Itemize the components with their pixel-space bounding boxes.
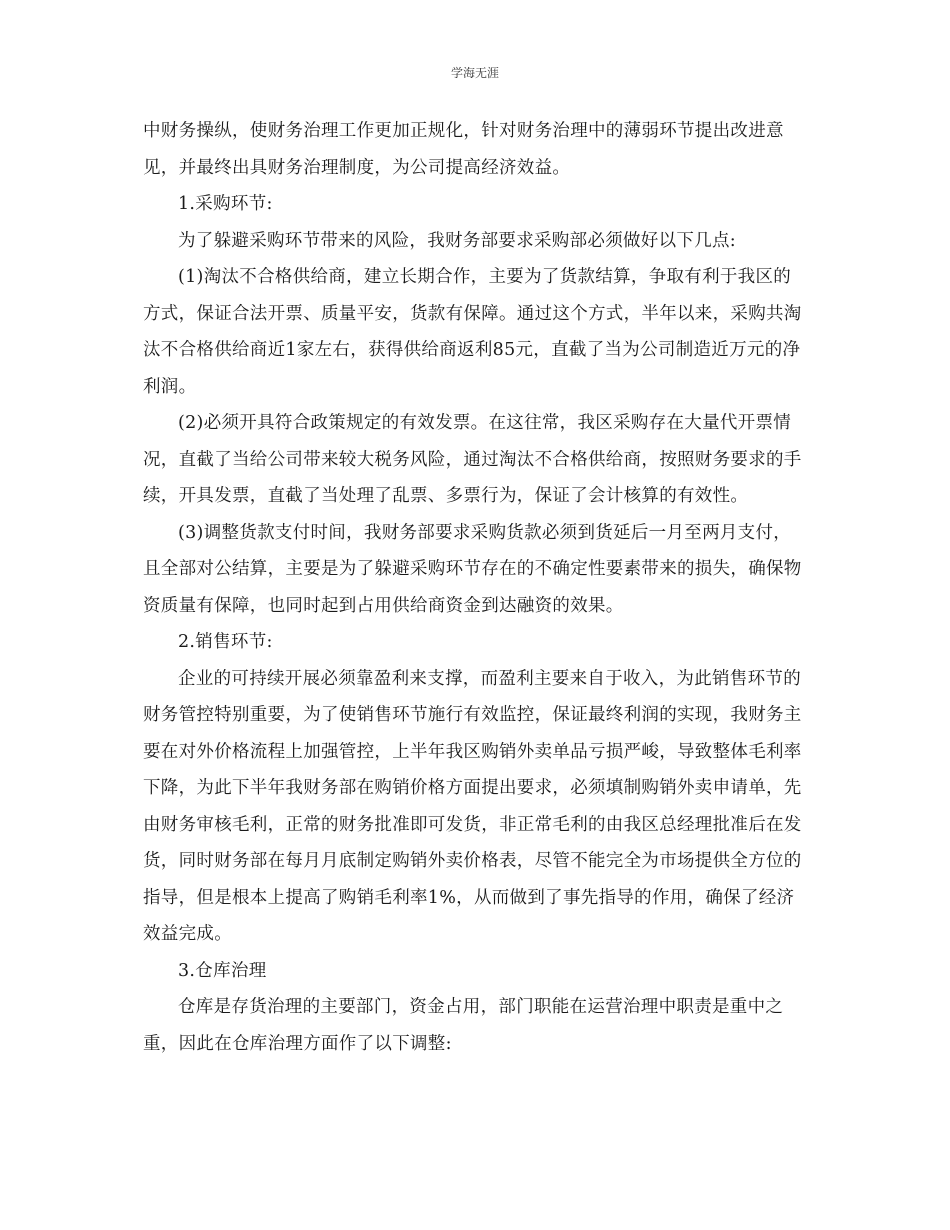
section-heading-warehouse: 3.仓库治理: [178, 960, 267, 981]
paragraph-purchasing-item-2: (2)必须开具符合政策规定的有效发票。在这往常，我区采购存在大量代开票情况，直截了当给公司带来较大税务风险，通过淘汰不合格供给商，按照财务要求的手续，开具发票，直截了当处理了乱票、多票行为，保证了会计核算的有效性。: [143, 413, 802, 506]
paragraph-sales: 企业的可持续开展必须靠盈利来支撑，而盈利主要来自于收入，为此销售环节的财务管控特别重要，为了使销售环节施行有效监控，保证最终利润的实现，我财务主要在对外价格流程上加强管控，上半年我区购销外卖单品亏损严峻，导致整体毛利率下降，为此下半年我财务部在购销价格方面提出要求，必须填制购销外卖申请单，先由财务审核毛利，正常的财务批准即可发货，非正常毛利的由我区总经理批准后在发货，同时财务部在每月月底制定购销外卖价格表，尽管不能完全为市场提供全方位的指导，但是根本上提高了购销毛利率1%，从而做到了事先指导的作用，确保了经济效益完成。: [143, 668, 802, 944]
paragraph-intro-continued: 中财务操纵，使财务治理工作更加正规化，针对财务治理中的薄弱环节提出改进意见，并最终出具财务治理制度，为公司提高经济效益。: [143, 121, 784, 178]
page-header: 学海无涯: [450, 66, 499, 80]
paragraph-warehouse: 仓库是存货治理的主要部门，资金占用，部门职能在运营治理中职责是重中之重，因此在仓库治理方面作了以下调整:: [143, 997, 784, 1054]
paragraph-purchasing-item-3: (3)调整货款支付时间，我财务部要求采购货款必须到货延后一月至两月支付，且全部对公结算，主要是为了躲避采购环节存在的不确定性要素带来的损失，确保物资质量有保障，也同时起到占用供给商资金到达融资的效果。: [143, 522, 802, 616]
section-heading-sales: 2.销售环节:: [178, 632, 273, 652]
paragraph-purchasing-lead: 为了躲避采购环节带来的风险，我财务部要求采购部必须做好以下几点:: [178, 230, 736, 251]
section-heading-purchasing: 1.采购环节:: [178, 194, 273, 214]
body-text: [143, 113, 807, 1062]
paragraph-purchasing-item-1: (1)淘汰不合格供给商，建立长期合作，主要为了货款结算，争取有利于我区的方式，保证合法开票、质量平安，货款有保障。通过这个方式，半年以来，采购共淘汰不合格供给商近1家左右，获得供给商返利85元，直截了当为公司制造近万元的净利润。: [143, 267, 802, 397]
